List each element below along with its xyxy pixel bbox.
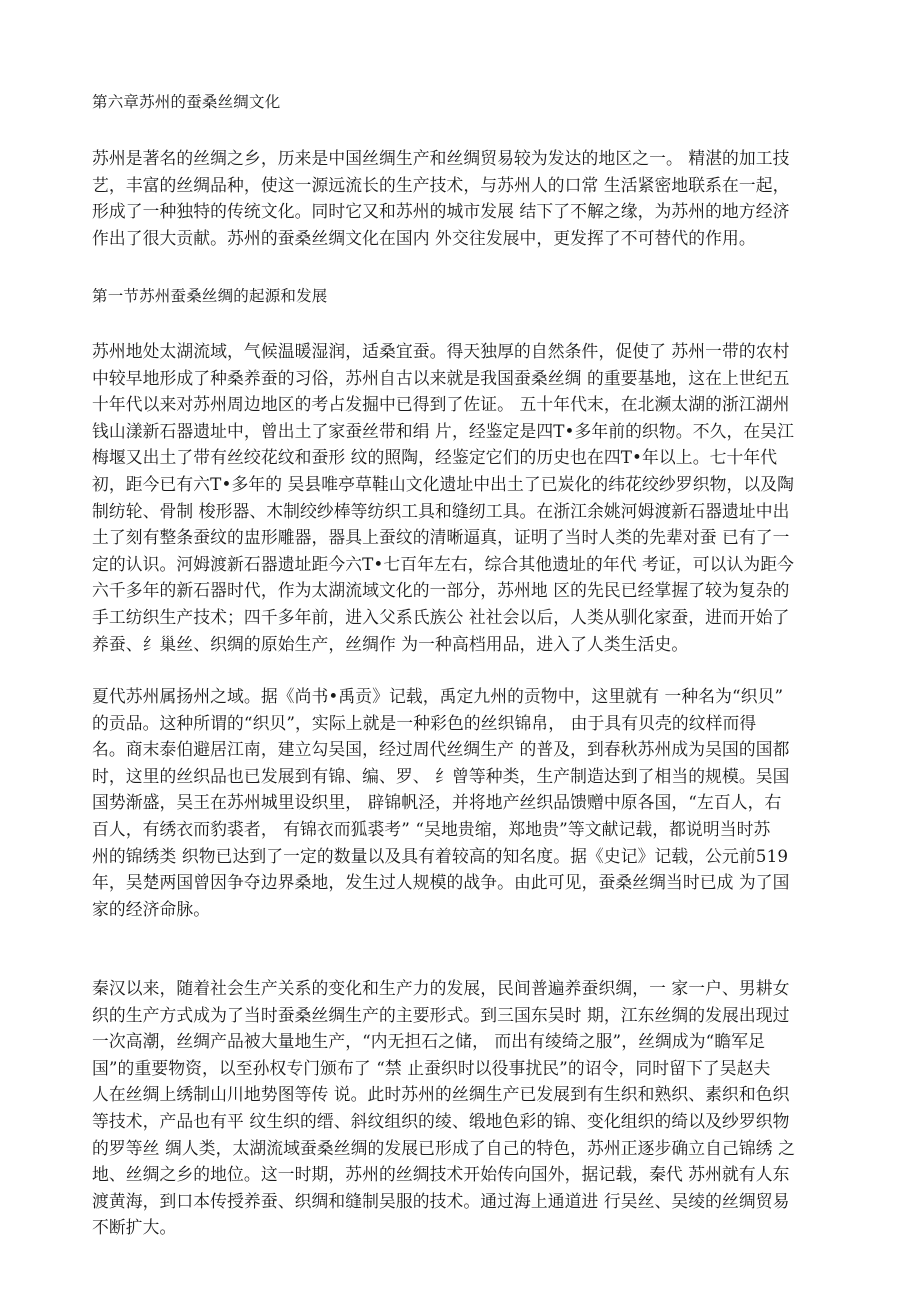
paragraph-line: 夏代苏州属扬州之域。据《尚书•禹贡》记载，禹定九州的贡物中，这里就有 一种名为“织贝” — [92, 686, 784, 706]
paragraph-line: 百人，有绣衣而豹裘者， 有锦衣而狐裘考” “吴地贵缩，郑地贵”等文献记载，都说明当时苏 — [92, 818, 771, 839]
paragraph-line: 织的生产方式成为了当时蚕桑丝绸生产的主要形式。到三国东吴时 期，江东丝绸的发展出现过 — [92, 1004, 790, 1025]
paragraph-line: 州的锦绣类 织物已达到了一定的数量以及具有着较高的知名度。据《史记》记载，公元前519 — [92, 845, 789, 866]
paragraph-line: 定的认识。河姆渡新石器遗址距今六T•七百年左右，综合其他遗址的年代 考证，可以认为距今 — [92, 553, 794, 574]
paragraph-line: 苏州地处太湖流域，气候温暖湿润，适桑宜蚕。得天独厚的自然条件，促使了 苏州一带的农村 — [92, 341, 790, 361]
paragraph-line: 时，这里的丝织品也已发展到有锦、编、罗、 纟曾等种类，生产制造达到了相当的规模。吴国 — [92, 765, 790, 786]
paragraph-line: 的罗等丝 绸人类，太湖流域蚕桑丝绸的发展已形成了自己的特色，苏州正逐步确立自己锦绣 之 — [92, 1137, 796, 1158]
paragraph-line: 制纺轮、骨制 梭形器、木制绞纱棒等纺织工具和缝纫工具。在浙江余姚河姆渡新石器遗址中出 — [92, 500, 790, 521]
paragraph-line: 六千多年的新石器时代，作为太湖流域文化的一部分，苏州地 区的先民已经掌握了较为复杂的 — [92, 580, 790, 601]
paragraph-line: 渡黄海，到口本传授养蚕、织绸和缝制吴服的技术。通过海上通道进 行吴丝、吴绫的丝绸贸易 — [92, 1190, 790, 1211]
chapter-title: 第六章苏州的蚕桑丝绸文化 — [92, 93, 281, 111]
paragraph-line: 人在丝绸上绣制山川地势图等传 说。此时苏州的丝绸生产已发展到有生织和熟织、素织和色织 — [92, 1084, 790, 1105]
paragraph-line: 国势渐盛，吴王在苏州城里设织里， 辟锦帆泾，并将地产丝织品馈赠中原各国，“左百人，右 — [92, 792, 782, 813]
intro-paragraph — [92, 145, 832, 251]
paragraph-line: 年，吴楚两国曾因争夺边界桑地，发生过人规模的战争。由此可见，蚕桑丝绸当时已成 为了国 — [92, 872, 790, 893]
paragraph-xia-dynasty — [92, 683, 832, 922]
paragraph-origins — [92, 338, 832, 657]
paragraph-line: 不断扩大。 — [92, 1217, 177, 1238]
paragraph-line: 梅堰又出土了带有丝绞花纹和蚕形 纹的照陶，经鉴定它们的历史也在四T•年以上。七十年代 — [92, 447, 778, 468]
paragraph-line: 钱山漾新石器遗址中，曾出土了家蚕丝带和绢 片，经鉴定是四T•多年前的织物。不久，在吴江 — [92, 420, 794, 441]
section-title: 第一节苏州蚕桑丝绸的起源和发展 — [92, 287, 328, 305]
paragraph-line: 秦汉以来，随着社会生产关系的变化和生产力的发展，民间普遍养蚕织绸，一 家一户、男耕女 — [92, 978, 790, 998]
paragraph-line: 土了刻有整条蚕纹的盅形雕器，器具上蚕纹的清晰逼真，证明了当时人类的先辈对蚕 已有了一 — [92, 527, 790, 548]
paragraph-line: 名。商末泰伯避居江南，建立勾吴国，经过周代丝绸生产 的普及，到春秋苏州成为吴国的国都 — [92, 739, 790, 760]
paragraph-line: 中较早地形成了种桑养蚕的习俗，苏州自古以来就是我国蚕桑丝绸 的重要基地，这在上世纪五 — [92, 367, 790, 388]
paragraph-line: 手工纺织生产技术；四千多年前，进入父系氏族公 社社会以后，人类从驯化家蚕，进而开始了 — [92, 606, 790, 627]
paragraph-line: 苏州是著名的丝绸之乡，历来是中国丝绸生产和丝绸贸易较为发达的地区之一。 精湛的加工技 — [92, 148, 790, 168]
paragraph-line: 作出了很大贡献。苏州的蚕桑丝绸文化在国内 外交往发展中，更发挥了不可替代的作用。 — [92, 227, 756, 248]
paragraph-qin-han — [92, 975, 832, 1241]
paragraph-line: 的贡品。这种所谓的“织贝”，实际上就是一种彩色的丝织锦帛， 由于具有贝壳的纹样而得 — [92, 712, 757, 733]
paragraph-line: 等技术，产品也有平 纹生织的缙、斜纹组织的绫、缎地色彩的锦、变化组织的绮以及纱罗织物 — [92, 1110, 790, 1131]
paragraph-line: 国”的重要物资，以至孙权专门颁布了 “禁 止蚕织时以役事扰民”的诏令，同时留下了吴赵夫 — [92, 1057, 771, 1078]
paragraph-line: 形成了一种独特的传统文化。同时它又和苏州的城市发展 结下了不解之缘，为苏州的地方经济 — [92, 201, 790, 222]
paragraph-line: 十年代以来对苏州周边地区的考占发掘中已得到了佐证。 五十年代末，在北濒太湖的浙江湖州 — [92, 394, 790, 415]
paragraph-line: 家的经济命脉。 — [92, 898, 211, 919]
paragraph-line: 养蚕、纟巢丝、织绸的原始生产，丝绸作 为一种高档用品，进入了人类生活史。 — [92, 633, 689, 654]
paragraph-line: 艺，丰富的丝绸品种，使这一源远流长的生产技术，与苏州人的口常 生活紧密地联系在一起， — [92, 174, 790, 195]
paragraph-line: 地、丝绸之乡的地位。这一时期，苏州的丝绸技术开始传向国外，据记载，秦代 苏州就有人东 — [92, 1164, 790, 1185]
paragraph-line: 一次高潮，丝绸产品被大量地生产，“内无担石之储， 而出有绫绮之服”，丝绸成为“瞻军足 — [92, 1031, 765, 1052]
paragraph-line: 初，距今已有六T•多年的 吴县唯亭草鞋山文化遗址中出土了已炭化的纬花绞纱罗织物，以及陶 — [92, 473, 794, 494]
